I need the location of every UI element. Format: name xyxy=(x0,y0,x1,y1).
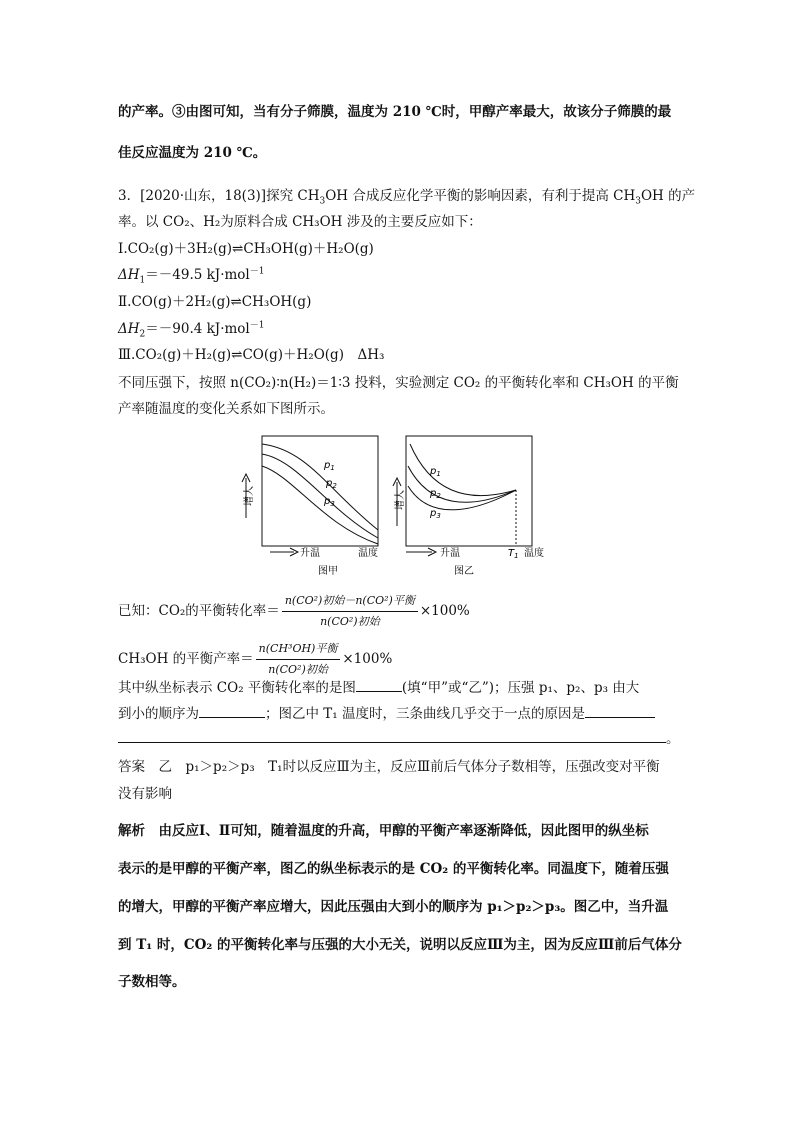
label-p2-jia: $p_2$ xyxy=(326,478,337,490)
x-label-jia: 升温 xyxy=(300,548,320,559)
analysis-line-4: 到 T₁ 时，CO₂ 的平衡转化率与压强的大小无关，说明以反应Ⅲ为主，因为反应Ⅲ前后气体分 xyxy=(118,937,682,953)
label-p2-yi: $p_2$ xyxy=(430,488,441,500)
label-p1-yi: $p_1$ xyxy=(430,466,441,478)
curve-p2-yi xyxy=(408,466,516,502)
ask-line-3: 。 xyxy=(118,730,680,748)
t1-label: $T_1$ xyxy=(508,548,519,560)
blank-figure[interactable] xyxy=(356,679,402,692)
answer-line-1: 答案 乙 p₁＞p₂＞p₃ T₁时以反应Ⅲ为主，反应Ⅲ前后气体分子数相等，压强改变对平衡 xyxy=(118,759,660,775)
fraction-conversion: $\frac{\text{n(CO²)初始－n(CO²)平衡}}{\text{n(CO²)初始}}$ xyxy=(282,592,418,631)
analysis-line-1: 解析 由反应Ⅰ、Ⅱ可知，随着温度的升高，甲醇的平衡产率逐渐降低，因此图甲的纵坐标 xyxy=(118,823,649,839)
question-line-2: 率。以 CO₂、H₂为原料合成 CH₃OH 涉及的主要反应如下： xyxy=(118,214,482,230)
blank-reason-1[interactable] xyxy=(585,705,655,718)
reaction-2: Ⅱ.CO(g)＋2H₂(g)⇌CH₃OH(g) xyxy=(118,294,312,310)
prev-text-line-2: 佳反应温度为 210 ℃。 xyxy=(118,145,267,161)
analysis-line-3: 的增大，甲醇的平衡产率应增大，因此压强由大到小的顺序为 p₁＞p₂＞p₃。图乙中，当升温 xyxy=(118,899,669,915)
figure-jia xyxy=(238,430,388,580)
label-p3-yi: $p_3$ xyxy=(430,508,441,520)
figure-yi xyxy=(390,430,560,580)
reaction-3: Ⅲ.CO₂(g)＋H₂(g)⇌CO(g)＋H₂O(g) ΔH₃ xyxy=(118,347,385,363)
x-end-label-jia: 温度 xyxy=(358,548,378,559)
ask-line-1: 其中纵坐标表示 CO₂ 平衡转化率的是图 (填“甲”或“乙”)；压强 p₁、p₂、p₃ 由大 xyxy=(118,680,640,696)
analysis-line-2: 表示的是甲醇的平衡产率，图乙的纵坐标表示的是 CO₂ 的平衡转化率。同温度下，随着压强 xyxy=(118,861,669,877)
curve-p1-jia xyxy=(262,444,378,530)
curve-p1-yi xyxy=(410,444,516,496)
enthalpy-1: $\Delta H_1=-49.5$ kJ·mol$^{-1}$ xyxy=(118,266,265,286)
enthalpy-2: $\Delta H_2=-90.4$ kJ·mol$^{-1}$ xyxy=(118,320,265,340)
curve-p2-jia xyxy=(262,454,378,538)
answer-line-2: 没有影响 xyxy=(118,786,172,802)
label-p1-jia: $p_1$ xyxy=(324,460,335,472)
curve-p3-jia xyxy=(262,466,378,544)
ask-line-2: 到小的顺序为 ；图乙中 T₁ 温度时，三条曲线几乎交于一点的原因是 xyxy=(118,705,655,723)
caption-yi: 图乙 xyxy=(454,566,474,577)
fraction-yield: $\frac{\text{n(CH³OH)平衡}}{\text{n(CO²)初始}}$ xyxy=(256,640,341,679)
formula-conversion: 已知：CO₂的平衡转化率＝ $\frac{\text{n(CO²)初始－n(CO²)平衡}}{\text{n(CO²)初始}}$ ×100% xyxy=(118,592,470,631)
blank-reason-2[interactable] xyxy=(118,730,666,743)
x-label-yi: 升温 xyxy=(440,548,460,559)
blank-pressure-order[interactable] xyxy=(199,705,265,718)
curve-p3-yi xyxy=(408,486,516,510)
reaction-1: Ⅰ.CO₂(g)＋3H₂(g)⇌CH₃OH(g)＋H₂O(g) xyxy=(118,241,374,257)
prev-text-line-1: 的产率。③由图可知，当有分子筛膜，温度为 210 ℃时，甲醇产率最大，故该分子筛膜的最 xyxy=(118,104,672,120)
question-line-1: 3．[2020·山东，18(3)]探究 $CH_3OH$ 合成反应化学平衡的影响因素，有利于提高 $CH_3OH$ 的产 xyxy=(118,188,696,207)
caption-jia: 图甲 xyxy=(318,566,338,577)
analysis-line-5: 子数相等。 xyxy=(118,974,186,990)
y-label-yi: 增大 xyxy=(395,490,406,510)
label-p3-jia: $p_3$ xyxy=(324,496,335,508)
x-end-label-yi: 温度 xyxy=(524,548,544,559)
condition-line-1: 不同压强下，按照 n(CO₂)∶n(H₂)＝1∶3 投料，实验测定 CO₂ 的平衡转化率和 CH₃OH 的平衡 xyxy=(118,375,679,391)
y-label-jia: 增大 xyxy=(244,486,255,506)
condition-line-2: 产率随温度的变化关系如下图所示。 xyxy=(118,401,334,417)
figure-jia-frame xyxy=(262,436,378,546)
formula-yield: CH₃OH 的平衡产率＝ $\frac{\text{n(CH³OH)平衡}}{\text{n(CO²)初始}}$ ×100% xyxy=(118,640,392,679)
